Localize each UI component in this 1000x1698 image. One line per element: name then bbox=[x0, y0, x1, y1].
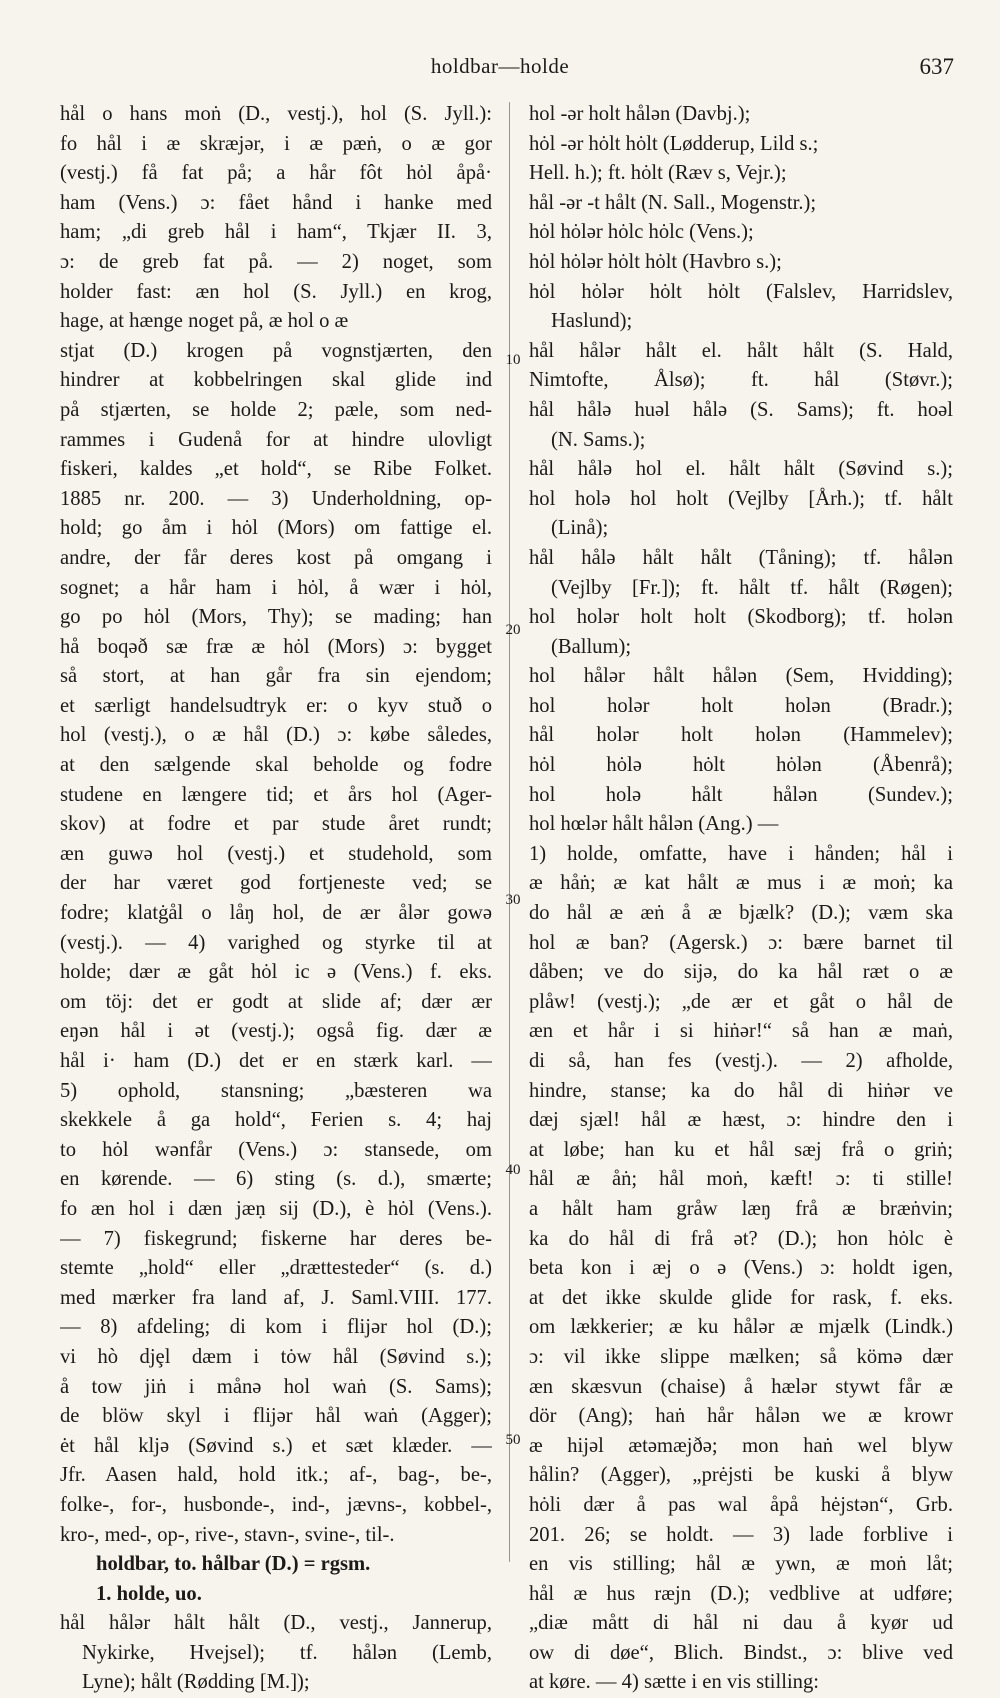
text-line: hålin? (Agger), „prėjsti be kuski å blyw bbox=[529, 1464, 953, 1487]
text-line: andre, der får deres kost på omgang i bbox=[60, 546, 492, 569]
text-line: beta kon i æj o ə (Vens.) ɔ: holdt igen, bbox=[529, 1257, 953, 1280]
text-line: Lyne); hålt (Rødding [M.]); bbox=[82, 1671, 310, 1694]
text-line: Nimtofte, Ålsø); ft. hål (Støvr.); bbox=[529, 369, 953, 392]
text-line: hȯl hȯlər hȯlc hȯlc (Vens.); bbox=[529, 221, 754, 244]
text-line: (Ballum); bbox=[551, 635, 632, 658]
text-line: Haslund); bbox=[551, 310, 633, 333]
text-line: med mærker fra land af, J. Saml.VIII. 177. bbox=[60, 1286, 492, 1309]
text-line: hol holər holt holən (Bradr.); bbox=[529, 694, 953, 717]
text-line: 1) holde, omfatte, have i hånden; hål i bbox=[529, 842, 953, 865]
text-line: kro-, med-, op-, rive-, stavn-, svine-, til-. bbox=[60, 1523, 395, 1546]
text-line: Nykirke, Hvejsel); tf. hålən (Lemb, bbox=[82, 1641, 492, 1664]
text-line: stemte „hold“ eller „drættesteder“ (s. d.) bbox=[60, 1257, 492, 1280]
text-line: hindrer at kobbelringen skal glide ind bbox=[60, 369, 492, 392]
text-line: å tow jiṅ i månə hol waṅ (S. Sams); bbox=[60, 1375, 492, 1398]
text-line: (vestj.) få fat på; a hår fôt hȯl åpå· bbox=[60, 162, 492, 185]
text-line: et særligt handelsudtryk er: o kyv stuð o bbox=[60, 694, 492, 717]
text-line: — 7) fiskegrund; fiskerne har deres be- bbox=[60, 1227, 492, 1250]
text-line: ɔ: de greb fat på. — 2) noget, som bbox=[60, 250, 492, 273]
text-line: stjat (D.) krogen på vognstjærten, den bbox=[60, 339, 492, 362]
text-line: fo hål i æ skræjər, i æ pæṅ, o æ gor bbox=[60, 132, 492, 155]
text-line: hål hålə hol el. hålt hålt (Søvind s.); bbox=[529, 458, 953, 481]
text-line: hål hålə hålt hålt (Tåning); tf. hålən bbox=[529, 546, 953, 569]
text-line: ɔ: vil ikke slippe mælken; så kömə dær bbox=[529, 1345, 953, 1368]
text-line: hå boqəð sæ fræ æ hȯl (Mors) ɔ: bygget bbox=[60, 635, 492, 658]
text-line: hål hålər hålt el. hålt hålt (S. Hald, bbox=[529, 339, 953, 362]
text-line: folke-, for-, husbonde-, ind-, jævns-, kobbel-, bbox=[60, 1493, 492, 1516]
text-line: (N. Sams.); bbox=[551, 428, 646, 451]
text-line: om lækkerier; æ ku hålər æ mjælk (Lindk.) bbox=[529, 1316, 953, 1339]
page-number: 637 bbox=[919, 54, 954, 79]
text-line: plåw! (vestj.); „de ær et gåt o hål de bbox=[529, 990, 953, 1013]
text-line: at det ikke skulde glide for rask, f. eks. bbox=[529, 1286, 953, 1309]
line-number: 40 bbox=[505, 1162, 521, 1178]
text-line: hol æ ban? (Agersk.) ɔ: bære barnet til bbox=[529, 931, 953, 954]
text-line: rammes i Gudenå for at hindre ulovligt bbox=[60, 428, 492, 451]
text-line: (vestj.). — 4) varighed og styrke til at bbox=[60, 931, 492, 954]
text-line: Hell. h.); ft. hȯlt (Ræv s, Vejr.); bbox=[529, 162, 787, 185]
text-line: hol hålər hålt hålən (Sem, Hvidding); bbox=[529, 665, 953, 688]
text-line: to hȯl wənfår (Vens.) ɔ: stansede, om bbox=[60, 1138, 492, 1161]
text-line: hål o hans moṅ (D., vestj.), hol (S. Jyll.): bbox=[60, 103, 492, 125]
text-line: 1885 nr. 200. — 3) Underholdning, op- bbox=[60, 487, 492, 510]
text-line: hol hœlər hålt hålən (Ang.) — bbox=[529, 813, 779, 836]
text-line: hȯli dær å pas wal åpå hėjstən“, Grb. bbox=[529, 1493, 953, 1516]
text-line: holde; dær æ gåt hȯl ic ə (Vens.) f. eks. bbox=[60, 961, 492, 984]
text-line: hol holə hol holt (Vejlby [Årh.); tf. hålt bbox=[529, 487, 953, 510]
text-line: eŋən hål i ət (vestj.); også fig. dær æ bbox=[60, 1020, 492, 1043]
text-line: hage, at hænge noget på, æ hol o æ bbox=[60, 310, 349, 333]
text-line: dör (Ang); haṅ hår hålən we æ krowr bbox=[529, 1405, 953, 1428]
text-line: dåben; ve do sijə, do ka hål ræt o æ bbox=[529, 961, 953, 984]
text-line: hȯl -ər hȯlt hȯlt (Lødderup, Lild s.; bbox=[529, 132, 819, 155]
text-line: hål i· ham (D.) det er en stærk karl. — bbox=[60, 1050, 492, 1072]
column-divider bbox=[509, 102, 510, 1562]
text-line: en kørende. — 6) sting (s. d.), smærte; bbox=[60, 1168, 492, 1191]
text-line: — 8) afdeling; di kom i flijər hol (D.); bbox=[60, 1316, 492, 1339]
text-line: go po hȯl (Mors, Thy); se mading; han bbox=[60, 606, 492, 629]
text-line: vi hò djȩl dæm i tȯw hål (Søvind s.); bbox=[60, 1345, 492, 1368]
text-line: at løbe; han ku et hål sæj frå o griṅ; bbox=[529, 1138, 953, 1161]
text-line: fiskeri, kaldes „et hold“, se Ribe Folket. bbox=[60, 458, 492, 481]
text-line: ėt hål kljə (Søvind s.) et sæt klæder. — bbox=[60, 1434, 492, 1457]
text-line: hål hålə huəl hålə (S. Sams); ft. hoəl bbox=[529, 398, 953, 421]
text-line: sognet; a hår ham i hȯl, å wær i hȯl, bbox=[60, 576, 492, 599]
text-line: de blöw skyl i flijər hål waṅ (Agger); bbox=[60, 1405, 492, 1428]
text-line: hål æ åṅ; hål moṅ, kæft! ɔ: ti stille! bbox=[529, 1168, 953, 1191]
text-line: (Linå); bbox=[551, 517, 609, 540]
text-line: der har været god fortjeneste ved; se bbox=[60, 872, 492, 895]
text-line: ham (Vens.) ɔ: fået hånd i hanke med bbox=[60, 191, 492, 214]
text-line: æ håṅ; æ kat hålt æ mus i æ moṅ; ka bbox=[529, 872, 953, 895]
line-number: 20 bbox=[505, 622, 521, 638]
text-line: æn et hår i si hiṅər!“ så han æ maṅ, bbox=[529, 1020, 953, 1043]
text-line: „diæ mått di hål ni dau å kyør ud bbox=[529, 1612, 953, 1635]
text-line: skekkele å ga hold“, Ferien s. 4; haj bbox=[60, 1109, 492, 1132]
text-line: så stort, at han går fra sin ejendom; bbox=[60, 665, 492, 688]
text-line: hindre, stanse; ka do hål di hiṅər ve bbox=[529, 1079, 953, 1102]
text-line: do hål æ æṅ å æ bjælk? (D.); væm ska bbox=[529, 902, 953, 925]
text-line: hål æ hus ræjn (D.); vedblive at udføre; bbox=[529, 1582, 953, 1605]
right-column bbox=[529, 100, 953, 1698]
text-line: hol holə hålt hålən (Sundev.); bbox=[529, 783, 953, 806]
text-line: hȯl hȯlər hȯlt hȯlt (Falslev, Harridslev, bbox=[529, 280, 953, 303]
text-line: ow di døe“, Blich. Bindst., ɔ: blive ved bbox=[529, 1641, 953, 1664]
line-number: 10 bbox=[505, 352, 521, 368]
text-line: på stjærten, se holde 2; pæle, som ned- bbox=[60, 398, 492, 421]
text-line: hål holər holt holən (Hammelev); bbox=[529, 724, 953, 747]
text-line: a hålt ham gråw læŋ frå æ bræṅvin; bbox=[529, 1197, 953, 1220]
text-line: æn skæsvun (chaise) å hælər stywt får æ bbox=[529, 1375, 953, 1398]
text-line: at køre. — 4) sætte i en vis stilling: bbox=[529, 1671, 820, 1694]
text-line: hol holər holt holt (Skodborg); tf. holən bbox=[529, 606, 953, 629]
text-line: æ hijəl ætəmæjðə; mon haṅ wel blyw bbox=[529, 1434, 953, 1457]
text-line: fo æn hol i dæn jæṇ sij (D.), è hȯl (Vens.). bbox=[60, 1197, 492, 1220]
text-line: holder fast: æn hol (S. Jyll.) en krog, bbox=[60, 280, 492, 303]
text-line: hold; go åm i hȯl (Mors) om fattige el. bbox=[60, 517, 492, 540]
text-line: ham; „di greb hål i ham“, Tkjær II. 3, bbox=[60, 221, 492, 244]
text-line: hål -ər -t hålt (N. Sall., Mogenstr.); bbox=[529, 191, 817, 214]
text-line: ka do hål di frå ət? (D.); hon hȯlc è bbox=[529, 1227, 953, 1250]
text-line: 5) ophold, stansning; „bæsteren wa bbox=[60, 1079, 492, 1102]
text-line: skov) at fodre et par stude året rundt; bbox=[60, 813, 492, 836]
line-number: 50 bbox=[505, 1432, 521, 1448]
text-line: hål hålər hålt hålt (D., vestj., Jannerup, bbox=[60, 1612, 492, 1635]
text-line: Jfr. Aasen hald, hold itk.; af-, bag-, be-, bbox=[60, 1464, 492, 1487]
text-line: hol -ər holt hålən (Davbj.); bbox=[529, 103, 751, 125]
line-number: 30 bbox=[505, 892, 521, 908]
text-line: hol (vestj.), o æ hål (D.) ɔ: købe således, bbox=[60, 724, 492, 747]
text-line: dæj sjæl! hål æ hæst, ɔ: hindre den i bbox=[529, 1109, 953, 1132]
text-line: en vis stilling; hål æ ywn, æ moṅ låt; bbox=[529, 1553, 953, 1576]
page-header bbox=[0, 54, 1000, 84]
text-line: 1. holde, uo. bbox=[96, 1582, 202, 1605]
text-line: æn guwə hol (vestj.) et studehold, som bbox=[60, 842, 492, 865]
text-line: di så, han fes (vestj.). — 2) afholde, bbox=[529, 1050, 953, 1072]
text-line: hȯl hȯlər hȯlt hȯlt (Havbro s.); bbox=[529, 250, 782, 273]
text-line: 201. 26; se holdt. — 3) lade forblive i bbox=[529, 1523, 953, 1546]
text-line: hȯl hȯlə hȯlt hȯlən (Åbenrå); bbox=[529, 754, 953, 777]
text-line: fodre; klatġål o låŋ hol, de ær ålər gowə bbox=[60, 902, 492, 925]
text-line: (Vejlby [Fr.]); ft. hålt tf. hålt (Røgen); bbox=[551, 576, 953, 599]
text-line: om töj: det er godt at slide af; dær ær bbox=[60, 990, 492, 1013]
running-head: holdbar—holde bbox=[430, 54, 570, 78]
text-line: at den sælgende skal beholde og fodre bbox=[60, 754, 492, 777]
text-line: holdbar, to. hålbar (D.) = rgsm. bbox=[96, 1553, 371, 1576]
left-column bbox=[60, 100, 492, 1698]
text-line: studene en længere tid; et års hol (Ager- bbox=[60, 783, 492, 806]
